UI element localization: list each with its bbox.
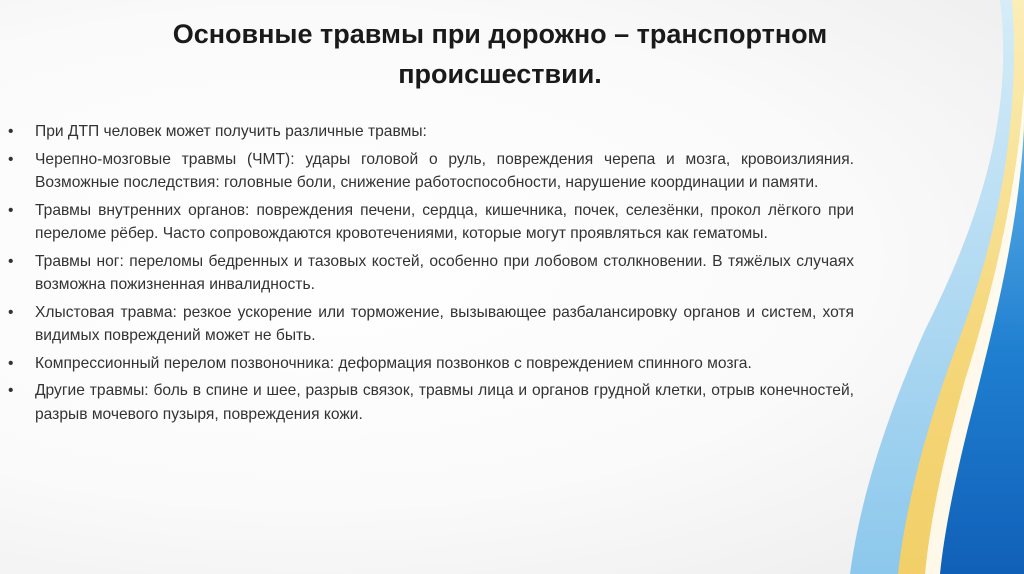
slide-title-line-1: Основные травмы при дорожно – транспортном	[172, 19, 828, 49]
slide-title	[60, 14, 940, 94]
bullet-item: • Травмы ног: переломы бедренных и тазовых костей, особенно при лобовом столкновении. В тяжёлых случаях возможна пожизненная инвалидность.	[8, 250, 854, 297]
bullet-item: • При ДТП человек может получить различные травмы:	[8, 120, 854, 144]
bullet-item: • Компрессионный перелом позвоночника: деформация позвонков с повреждением спинного мозга.	[8, 352, 854, 376]
bullet-item: • Черепно-мозговые травмы (ЧМТ): удары головой о руль, повреждения черепа и мозга, кровоизлияния. Возможные последствия: головные боли, снижение работоспособности, нарушение координации и памяти.	[8, 148, 854, 195]
bullet-item: • Травмы внутренних органов: повреждения печени, сердца, кишечника, почек, селезёнки, прокол лёгкого при переломе рёбер. Часто сопровождаются кровотечениями, которые могут проявляться как гематомы.	[8, 199, 854, 246]
bullet-item: • Хлыстовая травма: резкое ускорение или торможение, вызывающее разбалансировку органов и систем, хотя видимых повреждений может не быть.	[8, 301, 854, 348]
bullet-item: • Другие травмы: боль в спине и шее, разрыв связок, травмы лица и органов грудной клетки, отрыв конечностей, разрыв мочевого пузыря, повреждения кожи.	[8, 379, 854, 426]
bullet-list	[8, 120, 854, 430]
slide-title-line-2: происшествии.	[398, 59, 602, 89]
